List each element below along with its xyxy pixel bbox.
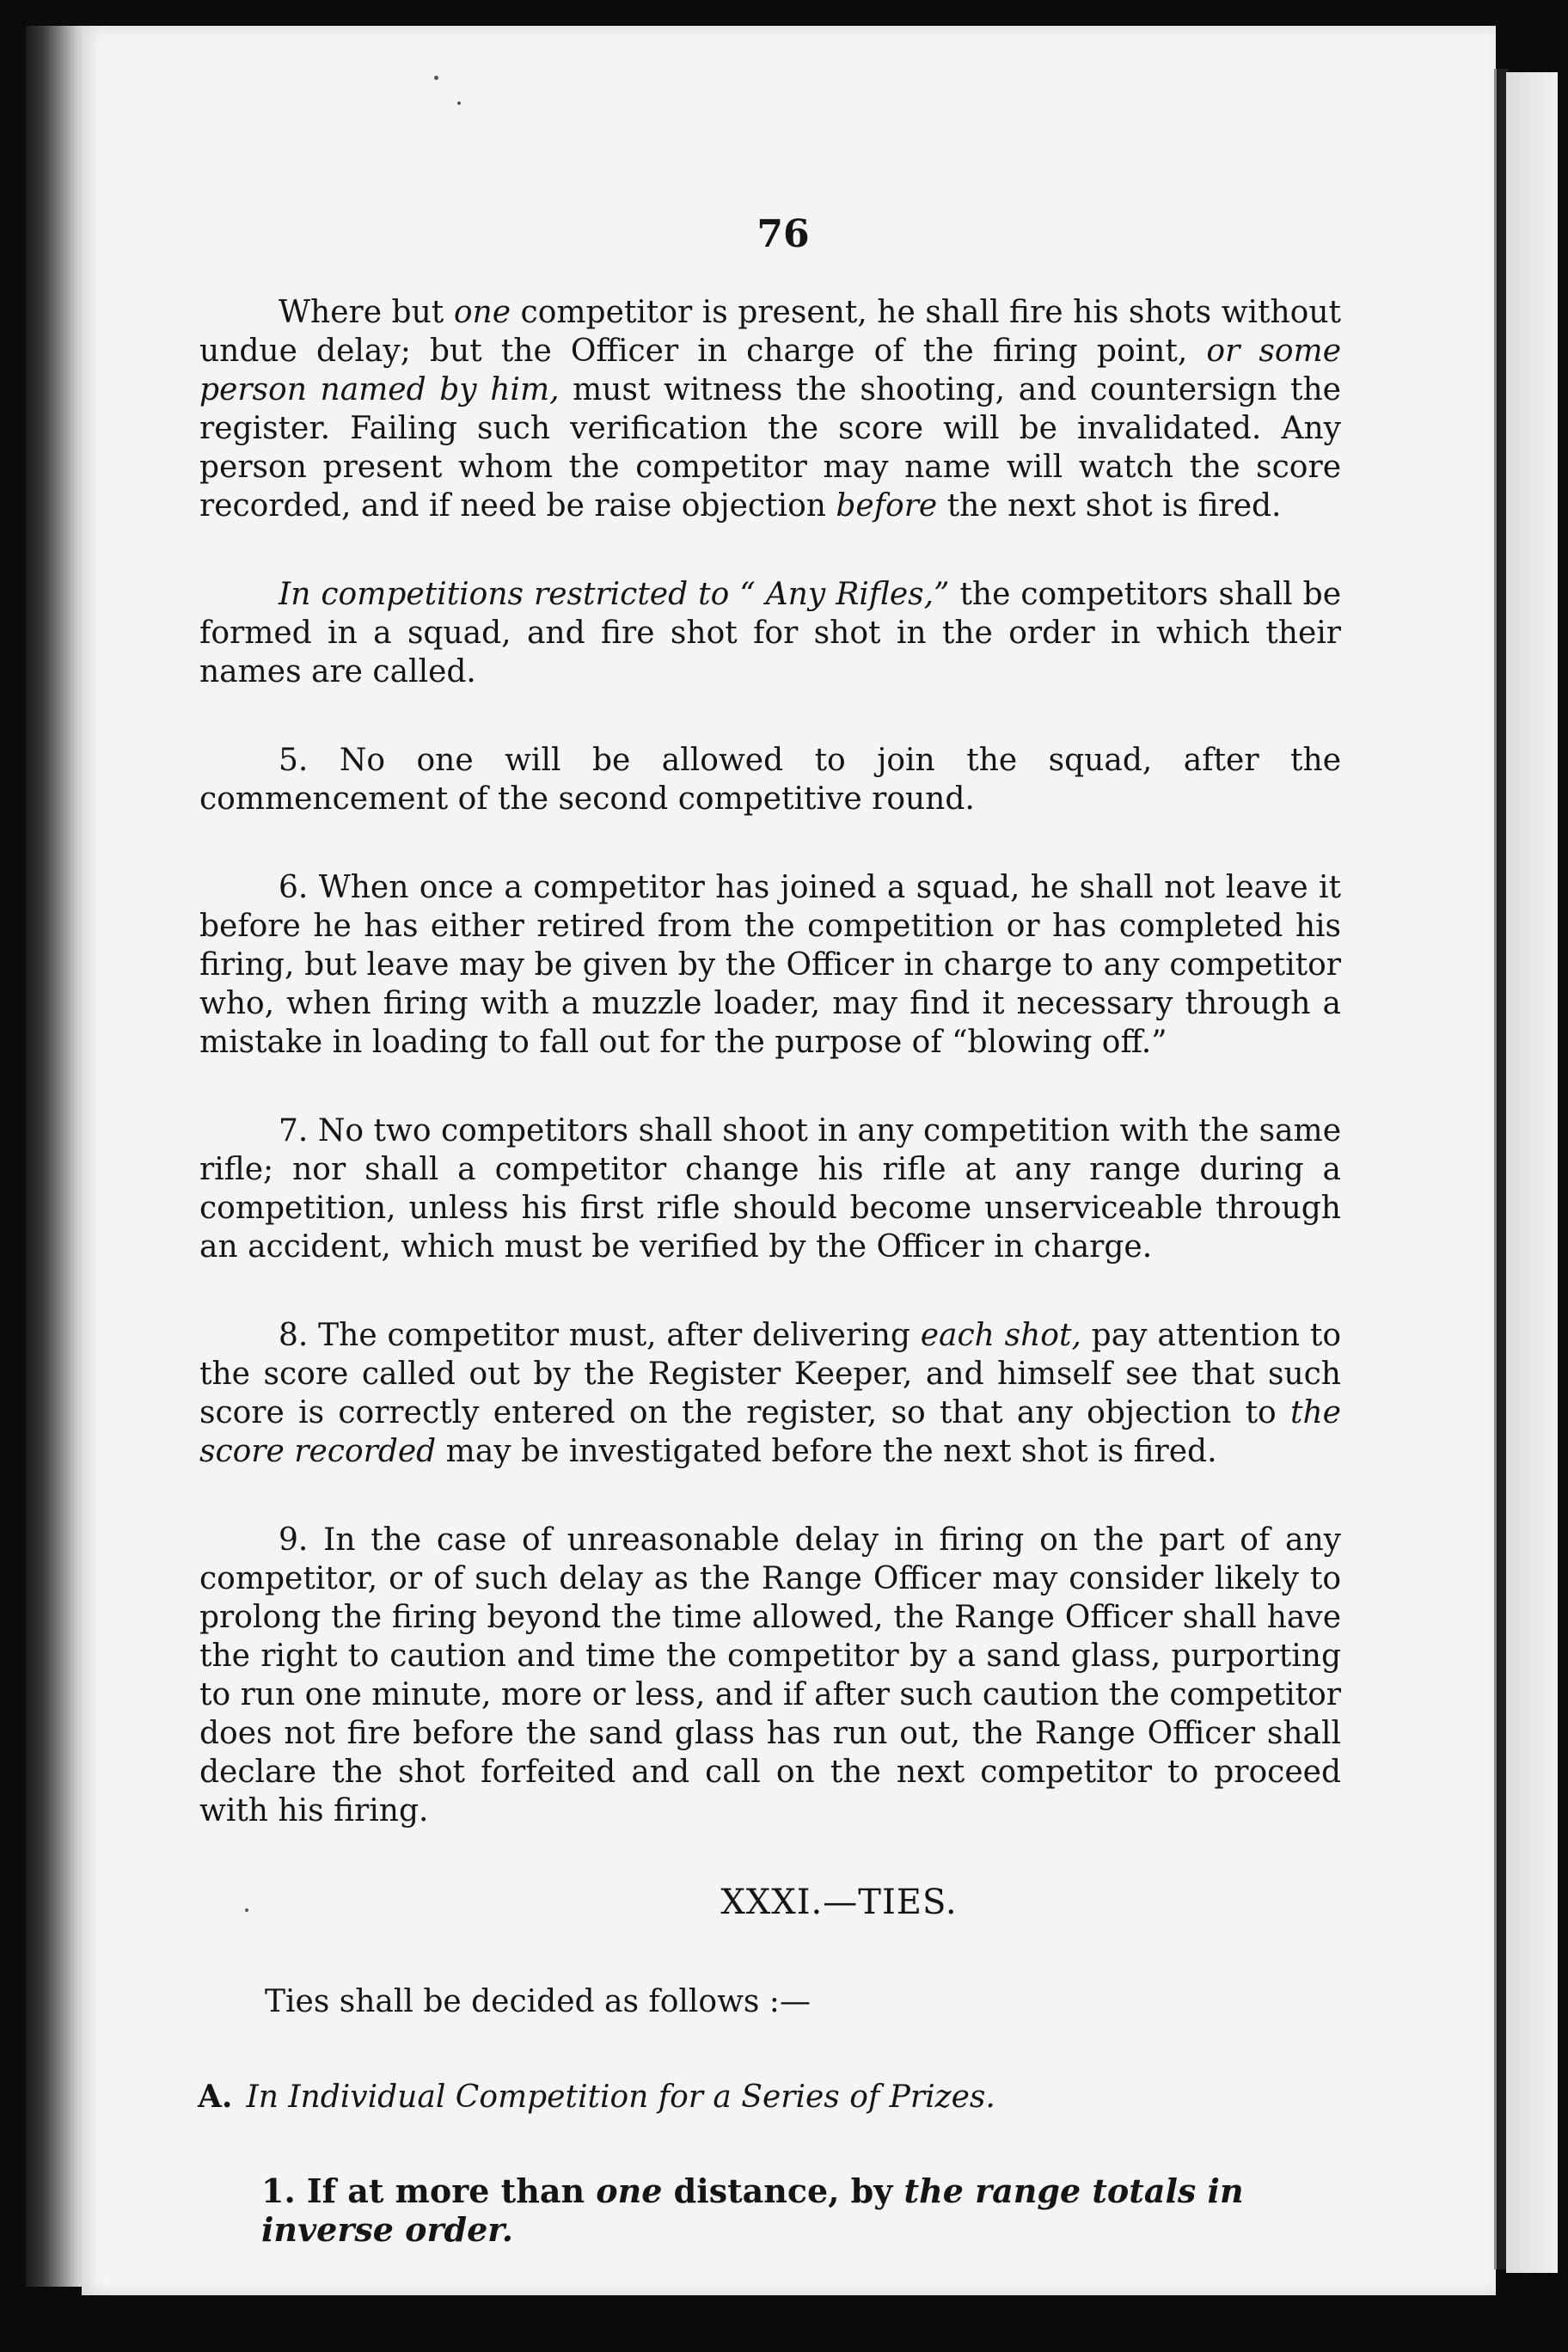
paragraph xyxy=(199,868,1341,1062)
text-run: may be investigated before the next shot is fired. xyxy=(436,1434,1217,1469)
text-run: Where but xyxy=(279,295,454,330)
italic-text: before xyxy=(836,488,938,524)
text-run: distance, by xyxy=(662,2171,904,2210)
paragraph xyxy=(199,741,1341,818)
paragraph xyxy=(199,1316,1341,1471)
subsection-heading xyxy=(198,2078,1341,2116)
text-run: competitor is present, he shall fire his shots without undue delay; but the Officer in charge of the firing point, xyxy=(199,295,1341,369)
italic-text: In competitions restricted to “ Any Rifles,” xyxy=(279,577,950,612)
text-run: the next shot is fired. xyxy=(937,488,1282,524)
text-run: the competitors shall be formed in a squad, and fire shot for shot in the order in which their names are called. xyxy=(199,577,1341,689)
facing-page-edge xyxy=(1506,72,1558,2273)
page-number: 76 xyxy=(756,212,810,256)
italic-text: one xyxy=(596,2171,663,2210)
paragraph xyxy=(199,293,1341,525)
intro-line: Ties shall be decided as follows :— xyxy=(265,1984,811,2019)
text-run: must witness the shooting, and countersign the register. Failing such verification the score will be invalidated. Any person present whom the competitor may name will watch the score recorded, and if need be raise objection xyxy=(199,372,1341,524)
italic-text: the score recorded xyxy=(199,1395,1341,1469)
paragraph xyxy=(199,1521,1341,1830)
italic-text: or some person named by him, xyxy=(199,334,1341,407)
rules-paragraphs xyxy=(199,293,1341,1830)
text-run: 5. No one will be allowed to join the squad, after the commencement of the second competitive round. xyxy=(199,743,1341,817)
text-run: 6. When once a competitor has joined a squad, he shall not leave it before he has either retired from the competition or has completed his firing, but leave may be given by the Officer in charge to any competitor who, when firing with a muzzle loader, may find it necessary through a mistake in loading to fall out for the purpose of “blowing off.” xyxy=(199,870,1341,1060)
scan-speck xyxy=(434,76,438,80)
text-run: 8. The competitor must, after delivering xyxy=(279,1318,921,1353)
section-heading: XXXI.—TIES. xyxy=(720,1883,958,1922)
text-run: 9. In the case of unreasonable delay in firing on the part of any competitor, or of such delay as the Range Officer may consider likely to prolong the firing beyond the time allowed, the Range Officer shall have the right to caution and time the competitor by a sand glass, purporting to run one minute, more or less, and if after such caution the competitor does not fire before the sand glass has run out, the Range Officer shall declare the shot forfeited and call on the next competitor to proceed with his firing. xyxy=(199,1522,1341,1828)
text-run: 7. No two competitors shall shoot in any competition with the same rifle; nor shall a competitor change his rifle at any range during a competition, unless his first rifle should become unserviceable through an accident, which must be verified by the Officer in charge. xyxy=(199,1113,1341,1265)
italic-text: the range totals in inverse order. xyxy=(261,2171,1244,2249)
rule-item-1 xyxy=(261,2171,1341,2249)
italic-text: one xyxy=(453,295,511,330)
paragraph xyxy=(199,575,1341,691)
italic-text: each shot, xyxy=(920,1318,1081,1353)
paragraph xyxy=(199,1112,1341,1266)
subsection-title: In Individual Competition for a Series of Prizes. xyxy=(246,2079,995,2115)
subsection-letter: A. xyxy=(198,2079,233,2115)
scan-speck xyxy=(457,101,461,105)
text-run: pay attention to the score called out by the Register Keeper, and himself see that such score is correctly entered on the register, so that any objection to xyxy=(199,1318,1341,1430)
text-run: 1. If at more than xyxy=(261,2171,597,2210)
page-text xyxy=(198,212,1341,2249)
